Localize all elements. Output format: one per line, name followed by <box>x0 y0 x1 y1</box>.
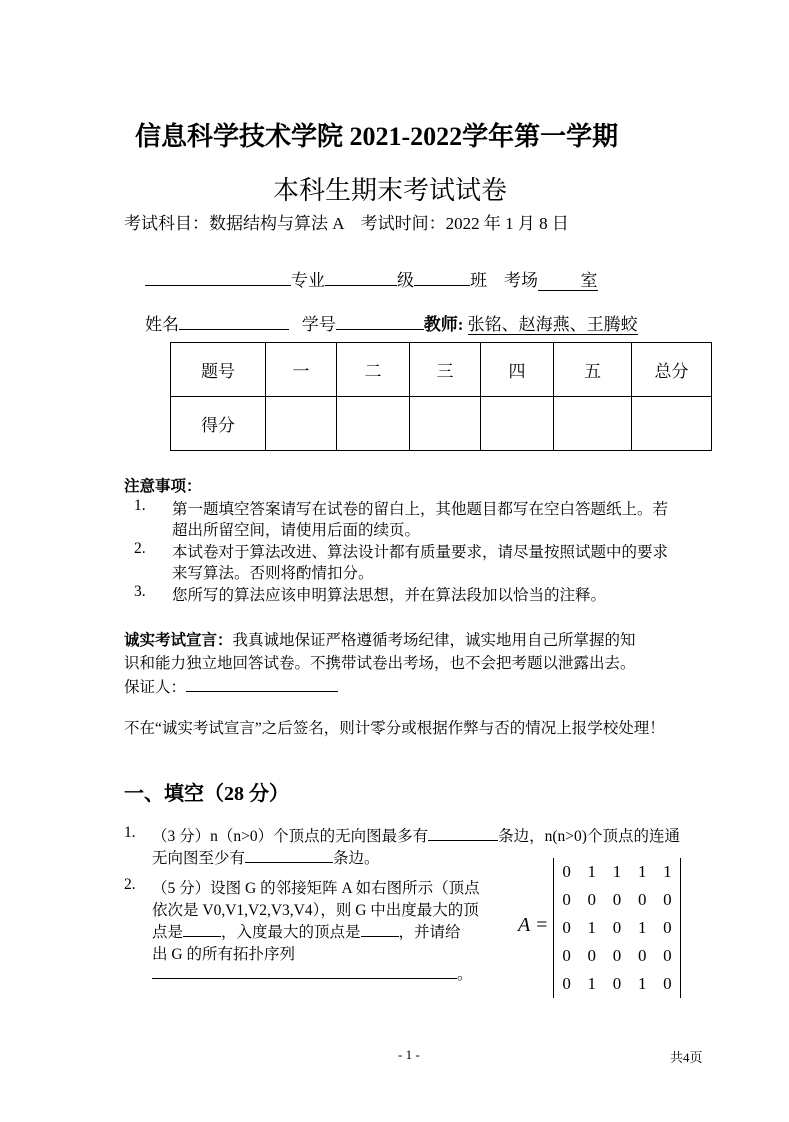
q2-line-3 <box>152 920 461 942</box>
score-cell[interactable] <box>337 397 410 451</box>
honesty-warning: 不在“诚实考试宣言”之后签名，则计零分或根据作弊与否的情况上报学校处理！ <box>124 720 665 737</box>
matrix-cell: 1 <box>637 918 647 937</box>
matrix-cell: 0 <box>562 974 571 993</box>
score-cell[interactable] <box>410 397 481 451</box>
score-cell[interactable] <box>632 397 712 451</box>
header-cell: 总分 <box>632 343 712 397</box>
room-label: 室 <box>580 271 598 290</box>
guarantor-line <box>124 675 338 697</box>
teacher-label: 教师: <box>423 315 464 334</box>
note-number: 2. <box>134 540 146 557</box>
matrix-cell: 1 <box>587 862 597 881</box>
q1-text: 无向图至少有 <box>152 850 246 867</box>
matrix-cell: 0 <box>663 890 672 909</box>
q1-text: 条边。 <box>333 850 380 867</box>
class-label: 班 <box>470 271 487 290</box>
matrix-cell: 1 <box>587 974 597 993</box>
student-info-line <box>145 310 638 335</box>
header-cell: 四 <box>481 343 554 397</box>
department-blank[interactable] <box>145 269 291 286</box>
note-text: 超出所留空间，请使用后面的续页。 <box>172 522 421 539</box>
score-label-cell: 得分 <box>171 397 266 451</box>
matrix-cell: 1 <box>612 862 622 881</box>
note-text: 您所写的算法应该申明算法思想，并在算法段加以恰当的注释。 <box>172 587 607 604</box>
header-cell: 二 <box>337 343 410 397</box>
matrix-cell: 0 <box>612 974 622 993</box>
matrix-label: A = <box>518 914 549 936</box>
header-cell: 题号 <box>171 343 266 397</box>
note-number: 1. <box>134 497 146 514</box>
exam-room-label: 考场 <box>504 271 538 290</box>
q2-blank-in-degree[interactable] <box>361 921 399 937</box>
q1-text: （3 分）n（n>0）个顶点的无向图最多有 <box>152 828 429 845</box>
q2-text: （5 分）设图 G 的邻接矩阵 A 如右图所示（顶点 <box>152 880 480 897</box>
note-number: 3. <box>134 583 146 600</box>
exam-subtitle: 本科生期末考试试卷 <box>273 176 508 205</box>
section-heading: 一、填空（28 分） <box>124 783 289 805</box>
matrix-cell: 1 <box>637 862 647 881</box>
honesty-label: 诚实考试宣言： <box>124 632 233 649</box>
exam-title: 信息科学技术学院 2021-2022学年第一学期 <box>135 122 619 151</box>
q2-text: ，入度最大的顶点是 <box>221 924 361 941</box>
matrix-cell: 0 <box>562 946 571 965</box>
q1-blank-1[interactable] <box>428 825 498 841</box>
q2-blank-out-degree[interactable] <box>183 921 221 937</box>
adjacency-matrix <box>553 858 681 998</box>
question-1-line-1 <box>152 824 680 846</box>
score-cell[interactable] <box>554 397 632 451</box>
matrix-cell: 0 <box>612 890 622 909</box>
header-cell: 一 <box>266 343 337 397</box>
major-label: 专业 <box>291 271 325 290</box>
header-cell: 五 <box>554 343 632 397</box>
score-table <box>170 342 712 451</box>
matrix-cell: 0 <box>612 946 622 965</box>
guarantor-label: 保证人： <box>124 679 187 696</box>
name-label: 姓名 <box>145 315 179 334</box>
teachers: 张铭、赵海燕、王腾蛟 <box>467 315 638 334</box>
q2-text: 出 G 的所有拓扑序列 <box>152 946 295 963</box>
notes-heading: 注意事项： <box>124 478 202 495</box>
page-number: - 1 - <box>398 1047 420 1062</box>
matrix-cell: 0 <box>637 946 647 965</box>
q2-text: 依次是 V0,V1,V2,V3,V4），则 G 中出度最大的顶 <box>152 902 479 919</box>
q2-text: ，并请给 <box>398 924 461 941</box>
honesty-line-1 <box>124 628 636 650</box>
honesty-line-2: 识和能力独立地回答试卷。不携带试卷出考场，也不会把考题以泄露出去。 <box>124 655 636 672</box>
matrix-cell: 0 <box>562 890 571 909</box>
subject-line: 考试科目：数据结构与算法 A 考试时间：2022 年 1 月 8 日 <box>124 214 569 233</box>
matrix-cell: 0 <box>587 890 597 909</box>
note-text: 第一题填空答案请写在试卷的留白上，其他题目都写在空白答题纸上。若 <box>172 501 669 518</box>
matrix-cell: 1 <box>587 918 597 937</box>
guarantor-blank[interactable] <box>186 675 338 692</box>
class-info-line <box>145 266 598 291</box>
q2-line-5 <box>152 962 473 984</box>
table-row <box>171 397 712 451</box>
question-number: 1. <box>124 824 136 841</box>
total-pages: 共4页 <box>670 1050 703 1065</box>
grade-blank[interactable] <box>414 269 470 286</box>
name-blank[interactable] <box>179 313 289 330</box>
q2-text: 。 <box>457 966 473 983</box>
q2-text: 点是 <box>152 924 184 941</box>
question-number: 2. <box>124 876 136 893</box>
note-text: 来写算法。否则将酌情扣分。 <box>172 565 374 582</box>
matrix-cell: 0 <box>663 974 672 993</box>
matrix-cell: 0 <box>663 918 672 937</box>
matrix-cell: 0 <box>663 946 672 965</box>
q1-text: 条边，n(n>0)个顶点的连通 <box>498 828 680 845</box>
grade-label: 级 <box>397 271 414 290</box>
note-text: 本试卷对于算法改进、算法设计都有质量要求，请尽量按照试题中的要求 <box>172 544 669 561</box>
room-blank[interactable] <box>538 271 598 291</box>
table-row <box>171 343 712 397</box>
major-blank[interactable] <box>325 269 397 286</box>
matrix-cell: 1 <box>637 974 647 993</box>
matrix-cell: 0 <box>637 890 647 909</box>
matrix-cell: 0 <box>612 918 622 937</box>
student-id-label: 学号 <box>301 315 336 334</box>
score-cell[interactable] <box>481 397 554 451</box>
header-cell: 三 <box>410 343 481 397</box>
q1-blank-2[interactable] <box>245 847 333 863</box>
matrix-cell: 0 <box>562 918 571 937</box>
matrix-cell: 0 <box>562 862 571 881</box>
q2-blank-topological[interactable] <box>152 963 457 979</box>
question-1-line-2 <box>152 846 380 868</box>
student-id-blank[interactable] <box>336 313 424 330</box>
honesty-text: 我真诚地保证严格遵循考场纪律，诚实地用自己所掌握的知 <box>232 632 636 649</box>
matrix-cell: 0 <box>587 946 597 965</box>
score-cell[interactable] <box>266 397 337 451</box>
matrix-cell: 1 <box>663 862 672 881</box>
